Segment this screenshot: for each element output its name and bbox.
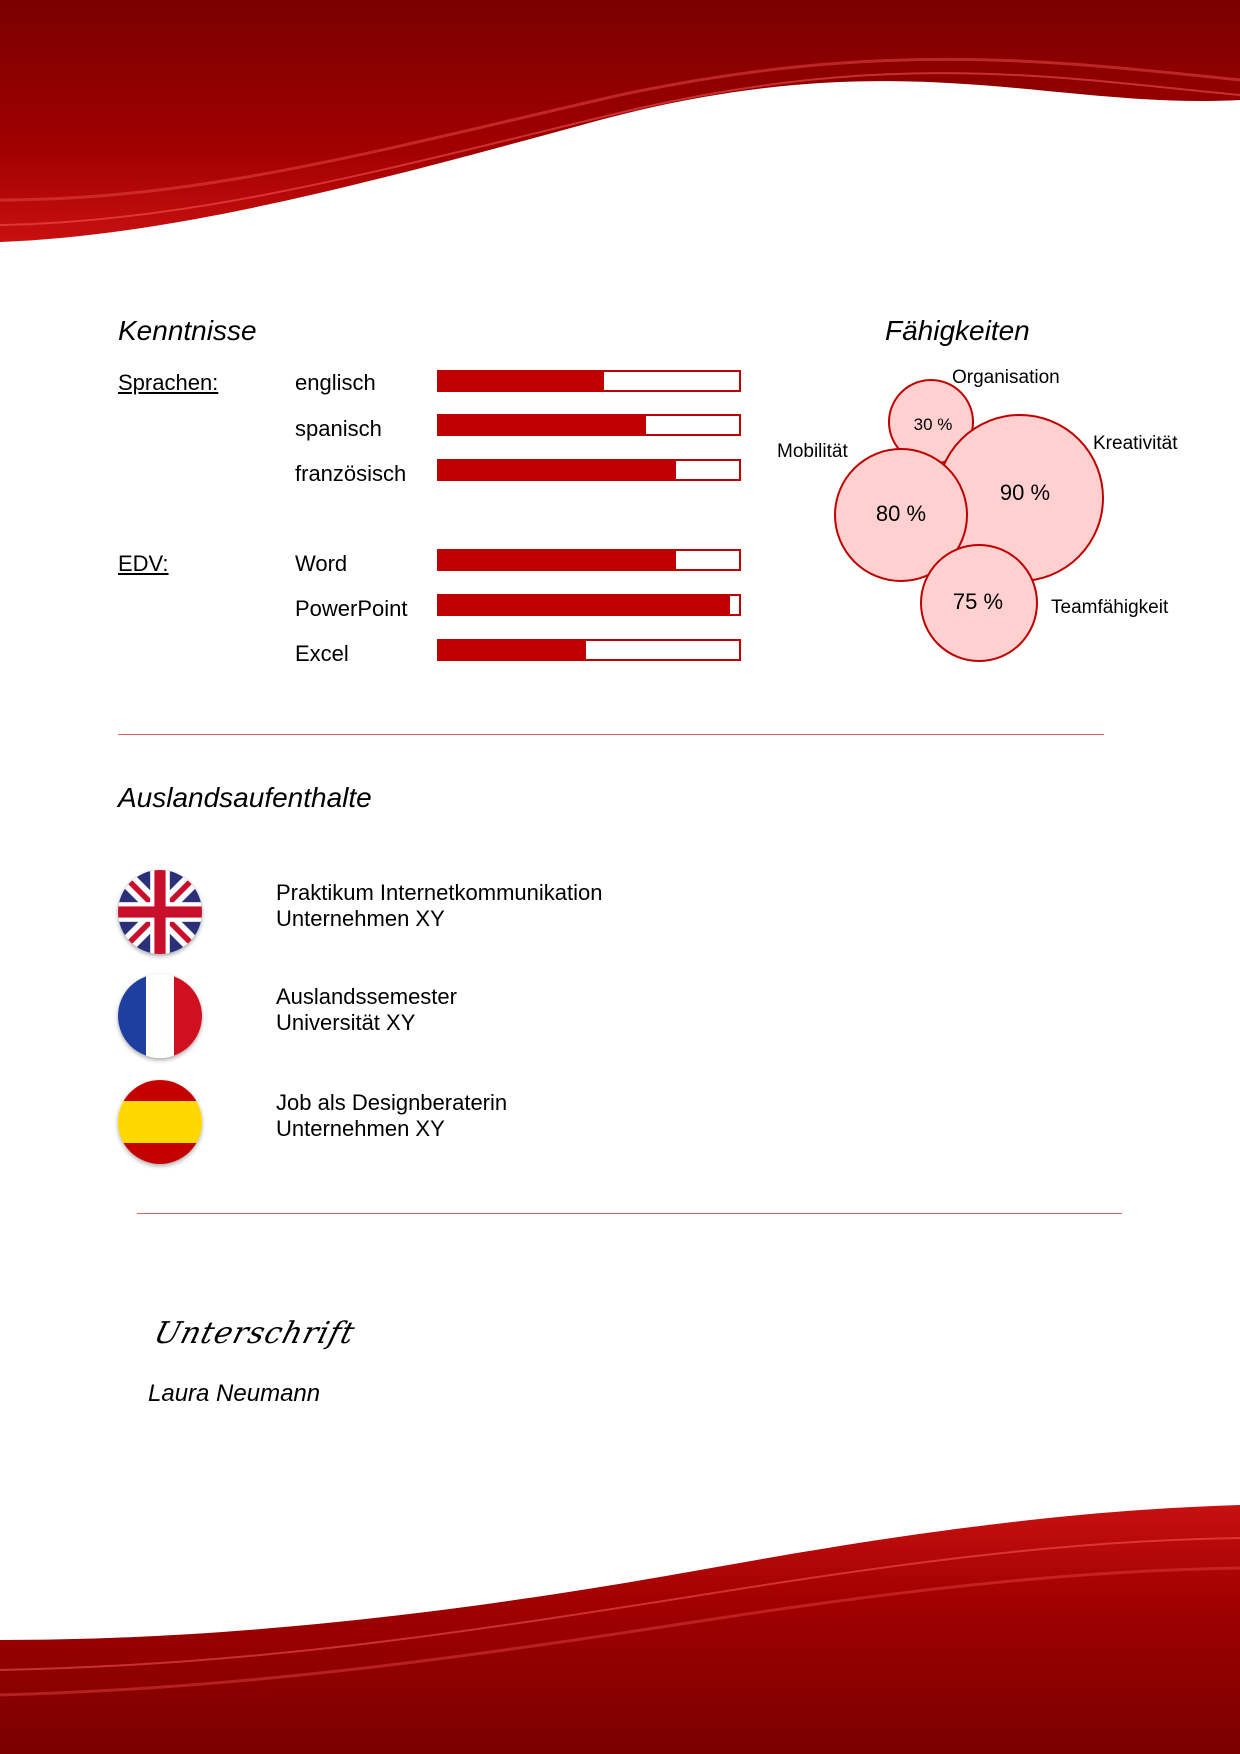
skill-bar-fill [439,461,676,479]
category-label-edv: EDV: [118,551,169,576]
skill-bar-powerpoint [437,594,741,616]
stay-item-3 [276,1090,507,1142]
header-wave-decoration [0,0,1240,250]
stay-title: Praktikum Internetkommunikation [276,880,603,905]
bubble-label-kreativitaet: Kreativität [1093,433,1178,454]
bubble-value-kreativitaet: 90 % [999,480,1051,505]
bubble-value-mobilitaet: 80 % [875,501,927,526]
category-label-sprachen: Sprachen: [118,370,219,395]
bubble-label-teamfaehigkeit: Teamfähigkeit [1051,597,1169,618]
skill-name-englisch: englisch [295,370,376,395]
spain-flag-icon [118,1080,202,1164]
skill-bar-fill [439,641,586,659]
bubble-label-mobilitaet: Mobilität [777,441,848,462]
faehigkeiten-heading: Fähigkeiten [885,315,1030,346]
skill-bar-englisch [437,370,741,392]
skill-bar-word [437,549,741,571]
stay-item-1 [276,880,602,932]
faehigkeiten-bubble-chart [770,360,1200,670]
bubble-value-teamfaehigkeit: 75 % [952,589,1004,614]
bubble-label-organisation: Organisation [952,367,1060,388]
skill-name-spanisch: spanisch [295,416,382,441]
signature-name: Laura Neumann [148,1380,321,1407]
skill-bar-fill [439,372,604,390]
section-divider [118,734,1104,735]
skill-name-excel: Excel [295,641,349,666]
bubble-value-organisation: 30 % [913,415,953,434]
skill-name-franzoesisch: französisch [295,461,407,486]
stay-place: Unternehmen XY [276,906,445,931]
ausland-heading: Auslandsaufenthalte [118,782,372,813]
skill-bar-spanisch [437,414,741,436]
stay-place: Universität XY [276,1010,416,1035]
signature-script: Unterschrift [150,1316,360,1351]
france-flag-icon [118,974,202,1058]
kenntnisse-heading: Kenntnisse [118,315,257,346]
stay-item-2 [276,984,457,1036]
skill-bar-excel [437,639,741,661]
stay-place: Unternehmen XY [276,1116,445,1141]
uk-flag-icon [118,870,202,954]
skill-name-powerpoint: PowerPoint [295,596,408,621]
skill-name-word: Word [295,551,348,576]
skill-bar-fill [439,551,676,569]
section-divider [137,1213,1122,1214]
stay-title: Job als Designberaterin [276,1090,508,1115]
stay-title: Auslandssemester [276,984,457,1009]
skill-bar-fill [439,416,646,434]
skill-bar-fill [439,596,730,614]
footer-wave-decoration [0,1500,1240,1754]
skill-bar-franzoesisch [437,459,741,481]
